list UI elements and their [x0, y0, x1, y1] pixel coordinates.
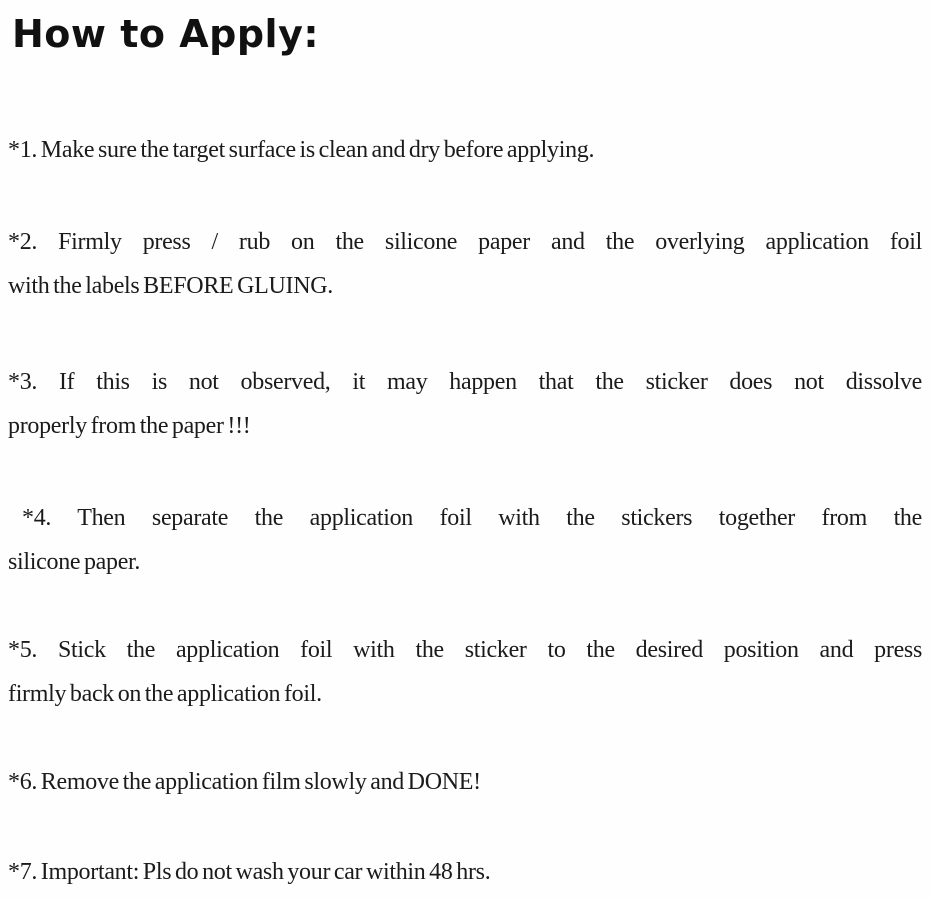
- step-3-line-2: properly from the paper !!!: [8, 413, 251, 439]
- step-4-line-2: silicone paper.: [8, 549, 141, 575]
- step-1: [8, 128, 922, 172]
- step-1-line-1: *1. Make sure the target surface is clean and dry before applying.: [8, 137, 595, 163]
- page-title: How to Apply:: [12, 12, 320, 56]
- step-2-line-2: with the labels BEFORE GLUING.: [8, 273, 333, 299]
- step-4: [8, 496, 922, 584]
- step-3-line-1: *3. If this is not observed, it may happen that the sticker does not dissolve: [8, 369, 922, 395]
- step-5: [8, 628, 922, 716]
- step-2: [8, 220, 922, 308]
- step-6-line-1: *6. Remove the application film slowly and DONE!: [8, 769, 481, 795]
- step-6: [8, 760, 922, 804]
- step-2-line-1: *2. Firmly press / rub on the silicone paper and the overlying application foil: [8, 229, 922, 255]
- step-7: [8, 850, 922, 894]
- step-3: [8, 360, 922, 448]
- step-4-line-1: *4. Then separate the application foil with the stickers together from the: [22, 505, 922, 531]
- step-7-line-1: *7. Important: Pls do not wash your car within 48 hrs.: [8, 859, 491, 885]
- step-5-line-1: *5. Stick the application foil with the sticker to the desired position and press: [8, 637, 922, 663]
- step-5-line-2: firmly back on the application foil.: [8, 681, 322, 707]
